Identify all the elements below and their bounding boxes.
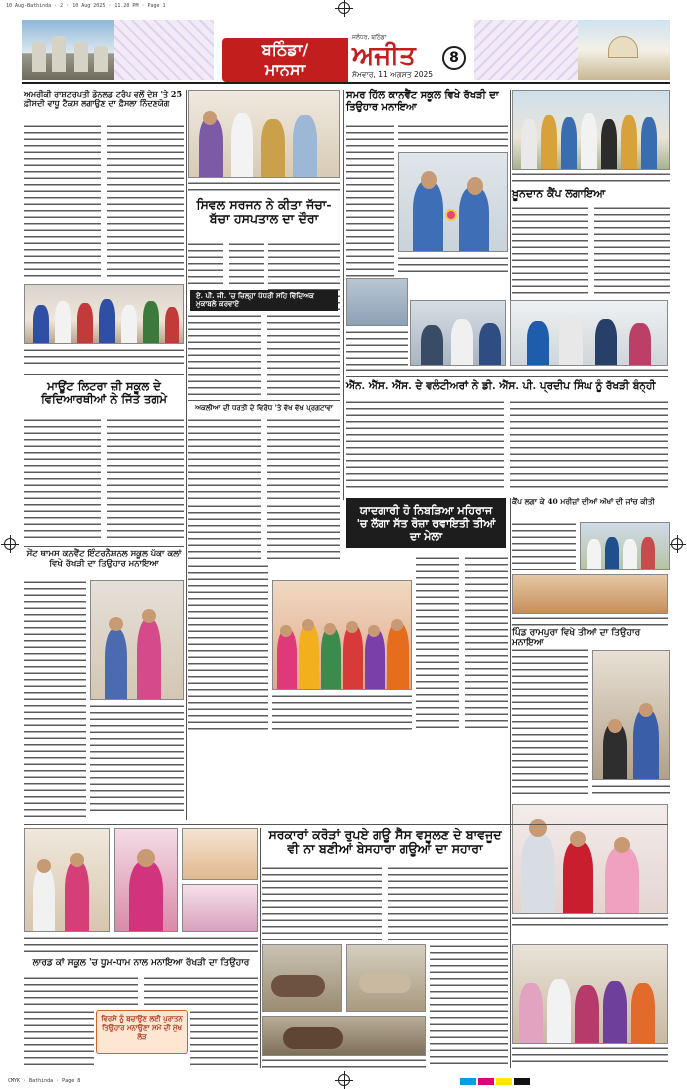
issue-date: ਸੋਮਵਾਰ, 11 ਅਗਸਤ 2025 — [352, 70, 434, 79]
edition-city-line1: ਬਠਿੰਡਾ/ — [261, 40, 309, 59]
caption-official-meeting — [188, 181, 340, 193]
headline-akalia: ਅਕਲੀਆ ਦੀ ਧਰਤੀ ਦੇ ਵਿਰੋਧ 'ਤੇ ਵੱਖ ਵੱਖ ਪ੍ਰਗਟਾਵਾ — [195, 403, 333, 412]
photo-official-meeting — [188, 90, 340, 178]
photo-rampura-teeyan — [512, 574, 668, 614]
photo-blood-donation-group — [512, 90, 670, 170]
headline-gau-cess: ਸਰਕਾਰਾਂ ਕਰੋੜਾਂ ਰੁਪਏ ਗਊ ਸੈੱਸ ਵਸੂਲਣ ਦੇ ਬਾਵਜੂਦ ਵੀ ਨਾ ਬਣੀਆਂ ਬੇਸਹਾਰਾ ਗਊਆਂ ਦਾ ਸਹਾਰਾ — [268, 827, 502, 857]
photo-teeyan-mela — [272, 580, 412, 690]
color-swatch-cyan — [460, 1078, 476, 1085]
article-gau-cess-text-2 — [430, 944, 508, 1068]
article-teeyan-text — [188, 504, 340, 560]
color-swatch-yellow — [496, 1078, 512, 1085]
photo-rampura-kids — [592, 650, 670, 780]
photo-dsp-office — [410, 300, 506, 366]
photo-kids-teeyan — [512, 804, 668, 914]
headline-tariff: ਅਮਰੀਕੀ ਰਾਸ਼ਟਰਪਤੀ ਡੋਨਲਡ ਟਰੰਪ ਵਲੋਂ ਦੇਸ਼ 'ਤੇ 25 ਫ਼ੀਸਦੀ ਵਾਧੂ ਟੈਕਸ ਲਗਾਉਣ ਦਾ ਫ਼ੈਸਲਾ ਨਿੰਦਣਯੋਗ — [24, 89, 183, 109]
caption-kids-teeyan — [512, 916, 668, 930]
edition-city — [222, 38, 348, 82]
headline-nss-rakhi: ਐੱਨ. ਐੱਸ. ਐੱਸ. ਦੇ ਵਲੰਟੀਅਰਾਂ ਨੇ ਡੀ. ਐੱਸ. ਪੀ. ਪ੍ਰਦੀਪ ਸਿੰਘ ਨੂੰ ਰੱਖੜੀ ਬੰਨ੍ਹੀ — [346, 380, 656, 392]
headline-lord-krishna: ਲਾਰਡ ਕਾਂ ਸਕੂਲ 'ਚ ਧੂਮ-ਧਾਮ ਨਾਲ ਮਨਾਇਆ ਰੱਖੜੀ ਦਾ ਤਿਉਹਾਰ — [32, 958, 250, 968]
gurdwara-photo — [578, 20, 670, 80]
headline-civil-surgeon: ਸਿਵਲ ਸਰਜਨ ਨੇ ਕੀਤਾ ਜੱਚਾ-ਬੱਚਾ ਹਸਪਤਾਲ ਦਾ ਦੌਰਾ — [196, 197, 332, 227]
headline-rampura: ਪਿੰਡ ਰਾਮਪੁਰਾ ਵਿਖੇ ਤੀਆਂ ਦਾ ਤਿਉਹਾਰ ਮਨਾਇਆ — [512, 628, 641, 649]
photo-lord-krishna-student — [182, 884, 258, 932]
edition-city-line2: ਮਾਨਸਾ — [264, 60, 306, 79]
photo-lord-krishna-school — [24, 828, 110, 932]
photo-stray-cattle-2 — [346, 944, 426, 1012]
print-info: 10 Aug-Bathinda · 2 · 10 Aug 2025 · 11.20 PM · Page 1 — [6, 3, 166, 9]
power-plant-photo — [22, 20, 114, 80]
caption-gau-cess — [262, 1058, 426, 1068]
photo-dsp-rakhi — [510, 300, 668, 366]
article-akalia-text — [188, 418, 340, 500]
article-summer-hill-text-2 — [398, 124, 508, 150]
caption-lord-krishna — [24, 936, 258, 952]
photo-summer-hill-group — [346, 278, 408, 326]
photo-lord-krishna-girls — [114, 828, 178, 932]
photo-lord-krishna-teacher — [182, 828, 258, 880]
article-rampura-text — [512, 648, 588, 798]
article-tariff-text — [24, 124, 184, 280]
photo-stray-cattle-3 — [262, 1016, 426, 1056]
masthead-pattern-right — [474, 20, 578, 80]
caption-blood-donation — [512, 172, 670, 186]
headline-apg-competition: ਏ. ਪੀ. ਜੀ. 'ਚ ਜ਼ਿਲ੍ਹਾ ਪੱਧਰੀ ਸਹਿ ਵਿੱਦਿਅਕ ਮੁਕਾਬਲੇ ਕਰਵਾਏ — [190, 290, 338, 311]
caption-rampura-kids — [592, 784, 670, 798]
article-st-thomas-text — [24, 580, 86, 820]
article-gau-cess-text — [262, 866, 508, 940]
photo-students-medals — [24, 284, 184, 344]
highlight-heritage-quote: ਵਿਰਸੇ ਨੂੰ ਬਚਾਉਣ ਲਈ ਪੁਰਾਤਨ ਤਿਉਹਾਰ ਮਨਾਉਣਾ ਸਮੇਂ ਦੀ ਮੁੱਖ ਲੋੜ — [96, 1010, 188, 1054]
print-footer: CMYK · Bathinda · Page 8 — [8, 1078, 81, 1084]
headline-eye-camp: ਕੈਂਪ ਲਗਾ ਕੇ 40 ਮਰੀਜ਼ਾਂ ਦੀਆਂ ਅੱਖਾਂ ਦੀ ਜਾਂਚ ਕੀਤੀ — [512, 497, 655, 506]
color-swatch-magenta — [478, 1078, 494, 1085]
headline-teeyan-mela: ਯਾਦਗਾਰੀ ਹੋ ਨਿਬੜਿਆ ਮਹਿਰਾਜ 'ਚ ਲੱਗਾ ਸੱਤ ਰੋਜ਼ਾ ਰਵਾਇਤੀ ਤੀਆਂ ਦਾ ਮੇਲਾ — [346, 498, 506, 548]
masthead — [22, 16, 670, 84]
article-teeyan-text-2 — [188, 564, 268, 732]
caption-dsp-rakhi — [346, 368, 668, 376]
headline-blood-donation: ਖ਼ੂਨਦਾਨ ਕੈਂਪ ਲਗਾਇਆ — [512, 187, 606, 200]
photo-st-thomas-rakhi — [90, 580, 184, 700]
caption-girls-teeyan — [512, 1046, 668, 1062]
article-lord-krishna-text-3 — [190, 1010, 258, 1068]
article-st-thomas-text-2 — [90, 704, 184, 814]
article-teeyan-text-3 — [416, 556, 508, 732]
article-eye-camp-text — [512, 522, 576, 570]
brand-title: ਅਜੀਤ — [352, 41, 416, 71]
article-mount-litera-text — [24, 418, 184, 542]
photo-eye-camp — [580, 522, 670, 570]
masthead-pattern-left — [114, 20, 214, 80]
page-number: 8 — [442, 46, 466, 70]
caption-rampura — [512, 616, 668, 626]
photo-girls-teeyan — [512, 944, 668, 1044]
article-nss-text — [346, 400, 668, 492]
color-swatch-black — [514, 1078, 530, 1085]
headline-mount-litera: ਮਾਊਂਟ ਲਿਟਰਾ ਜ਼ੀ ਸਕੂਲ ਦੇ ਵਿਦਿਆਰਥੀਆਂ ਨੇ ਜਿੱਤੇ ਤਗਮੇ — [41, 379, 167, 407]
caption-summer-hill-group — [346, 330, 408, 366]
caption-summer-hill — [398, 256, 508, 276]
article-lord-krishna-text — [24, 976, 258, 1008]
article-blood-donation-text — [512, 206, 670, 298]
headline-st-thomas: ਸੇਂਟ ਥਾਮਸ ਕਨਵੈਂਟ ਇੰਟਰਨੈਸ਼ਨਲ ਸਕੂਲ ਪੱਕਾ ਕਲਾਂ ਵਿਖੇ ਰੱਖੜੀ ਦਾ ਤਿਉਹਾਰ ਮਨਾਇਆ — [26, 549, 182, 569]
photo-summer-hill-rakhi — [398, 152, 508, 252]
photo-stray-cattle-1 — [262, 944, 342, 1012]
headline-summer-hill: ਸਮਰ ਹਿੱਲ ਕਾਨਵੈਂਟ ਸਕੂਲ ਵਿਖੇ ਰੱਖੜੀ ਦਾ ਤਿਉਹਾਰ ਮਨਾਇਆ — [346, 90, 499, 113]
article-civil-surgeon-text — [188, 242, 264, 284]
registration-mark-left — [4, 538, 16, 550]
brand-cities: ਜਲੰਧਰ, ਬਠਿੰਡਾ — [352, 34, 387, 41]
caption-teeyan-mela — [272, 694, 412, 734]
registration-mark-top — [338, 2, 350, 14]
registration-mark-right — [671, 538, 683, 550]
article-lord-krishna-text-2 — [24, 1010, 94, 1068]
caption-students-medals — [24, 348, 184, 364]
article-apg-text — [188, 314, 340, 398]
